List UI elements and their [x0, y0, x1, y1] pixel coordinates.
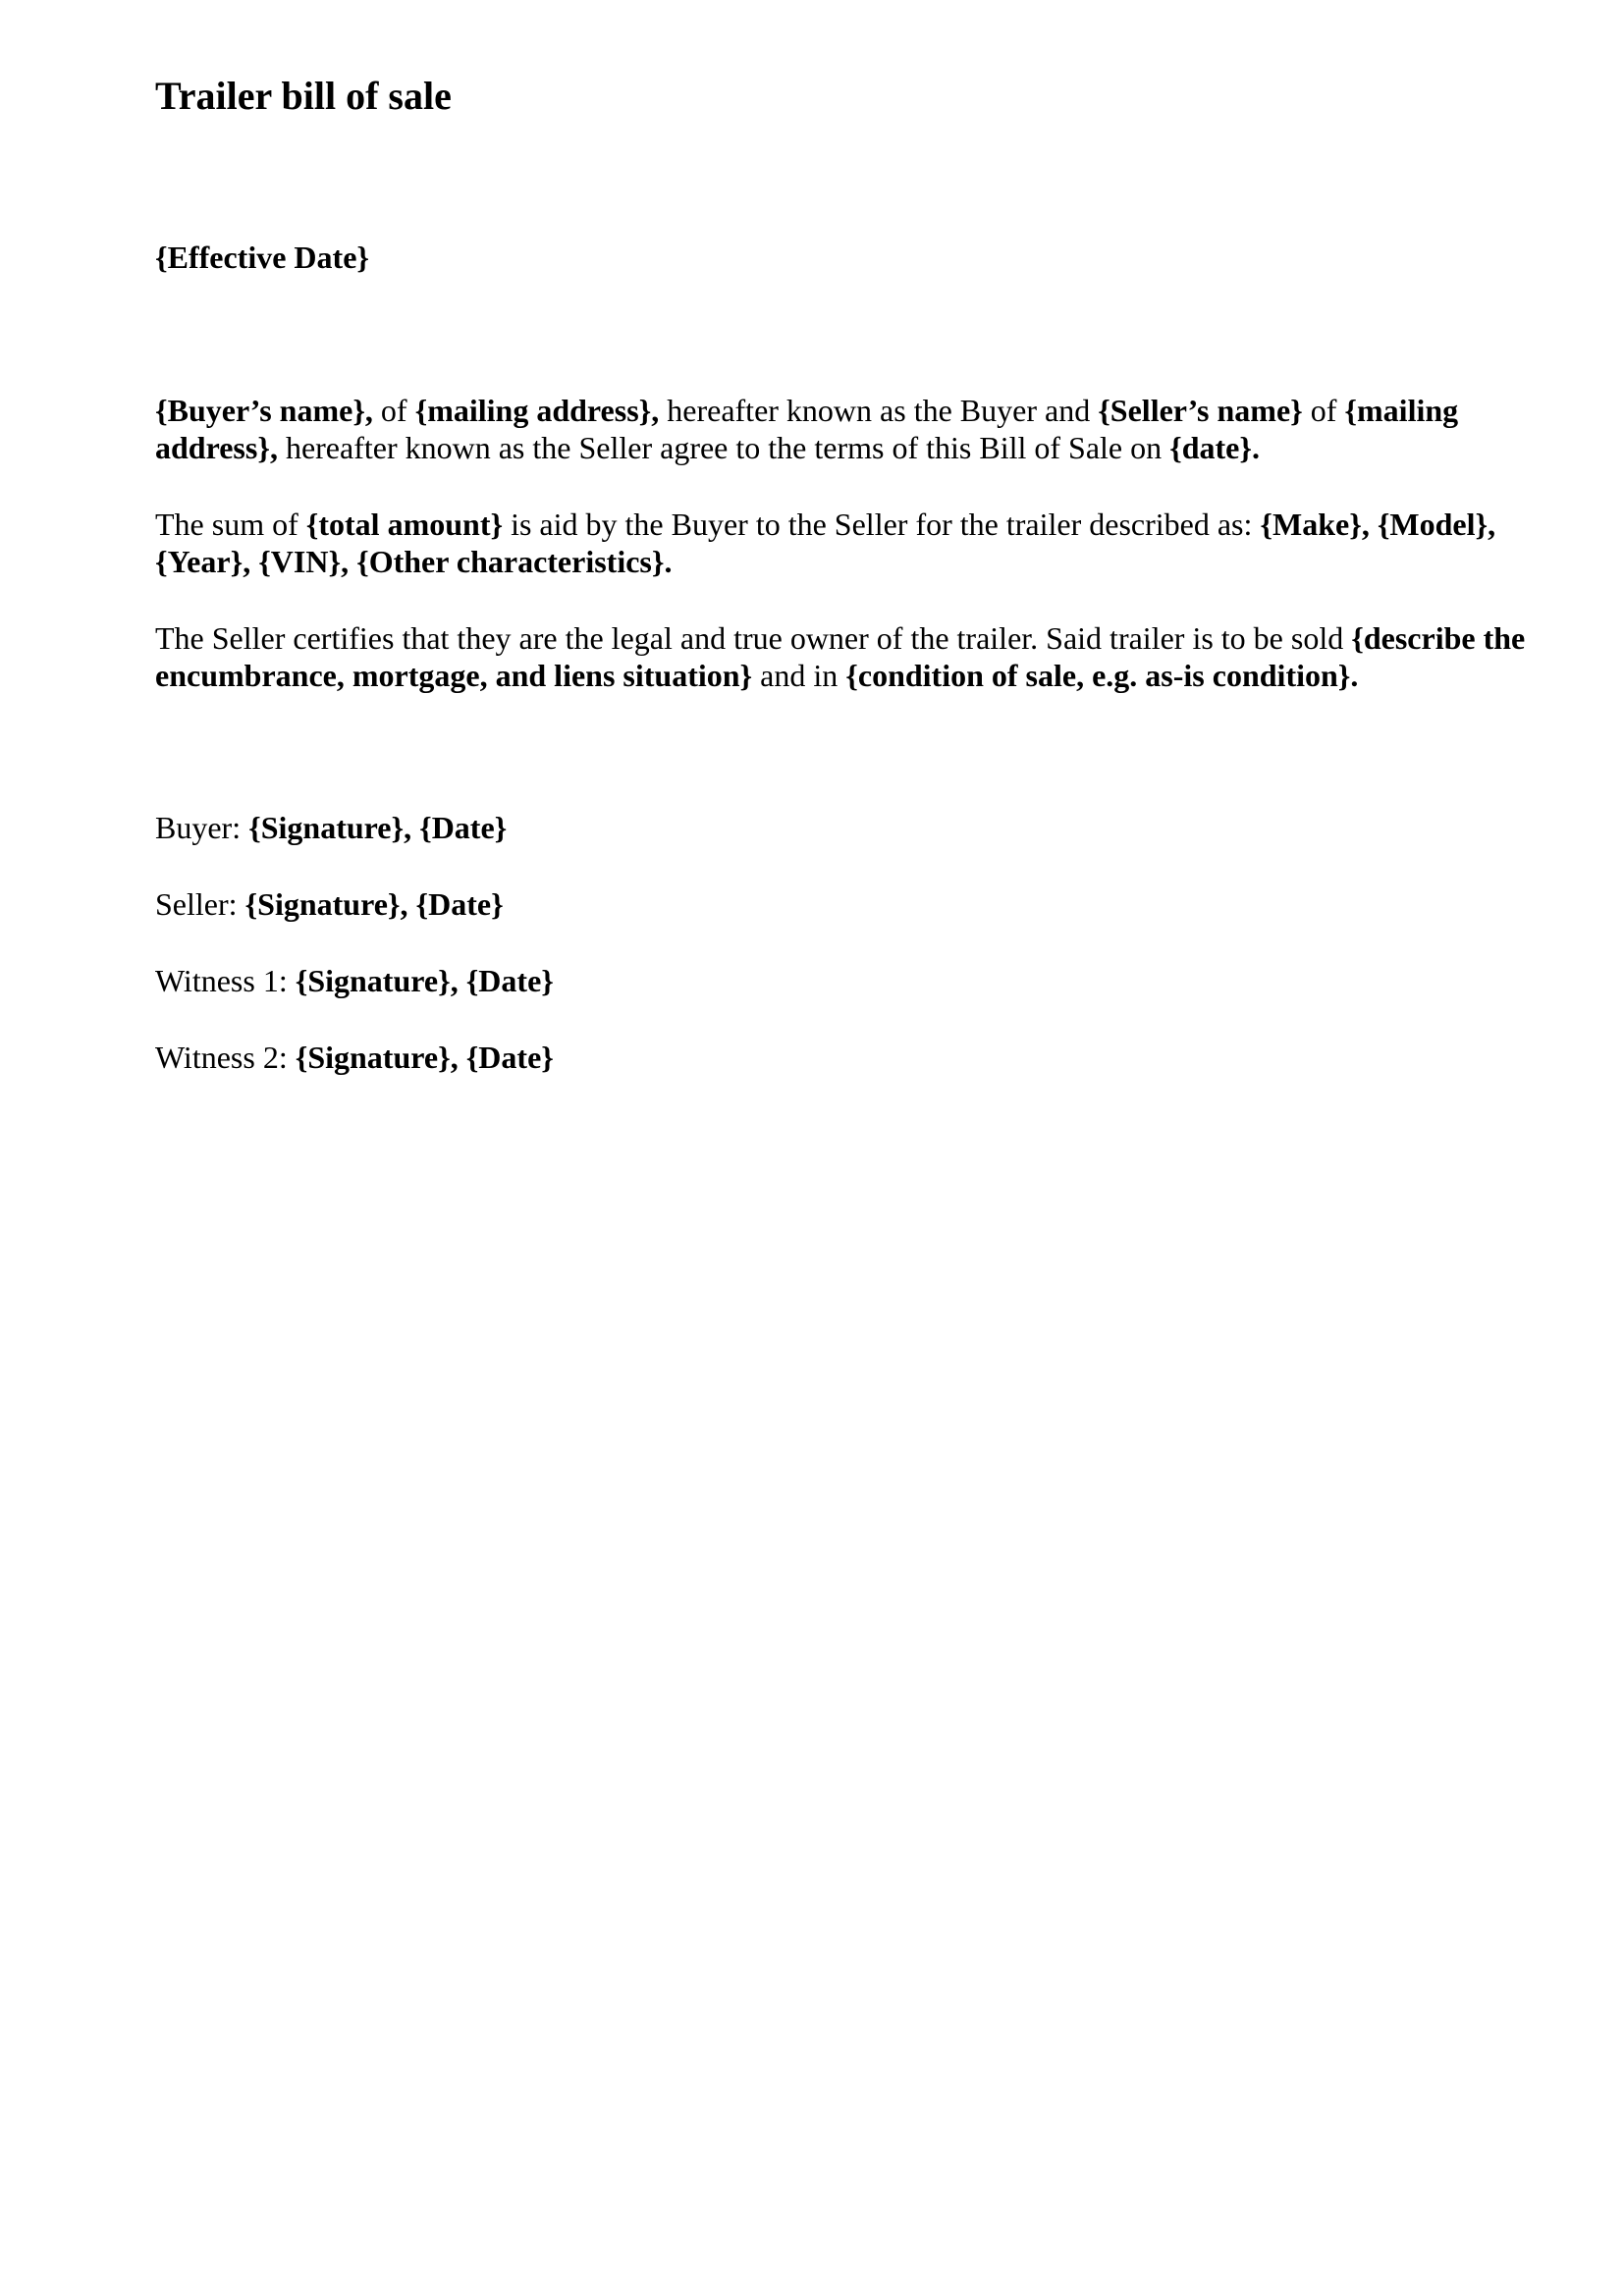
signature-label: Buyer: [155, 810, 249, 845]
effective-date-placeholder: {Effective Date} [155, 240, 369, 275]
ownership-text-certifies: The Seller certifies that they are the legal and true owner of the trailer. Said trailer is to be sold [155, 620, 1352, 656]
ownership-text-and-in: and in [752, 658, 846, 693]
seller-name-placeholder: {Seller’s name} [1098, 393, 1303, 428]
buyer-name-placeholder: {Buyer’s name}, [155, 393, 373, 428]
buyer-signature-line [155, 809, 507, 846]
signature-value: {Signature}, {Date} [295, 1040, 554, 1075]
witness-1-signature-line [155, 962, 554, 999]
sale-date-placeholder: {date}. [1169, 430, 1260, 465]
signature-label: Witness 1: [155, 963, 296, 998]
document-title: Trailer bill of sale [155, 74, 452, 118]
signature-value: {Signature}, {Date} [295, 963, 554, 998]
parties-text-seller: hereafter known as the Seller agree to the terms of this Bill of Sale on [277, 430, 1170, 465]
parties-paragraph [155, 392, 1540, 466]
signature-value: {Signature}, {Date} [244, 886, 504, 922]
trailer-details-placeholder: {Make}, {Model}, {Year}, {VIN}, {Other characteristics}. [155, 507, 1496, 579]
total-amount-placeholder: {total amount} [305, 507, 504, 542]
witness-2-signature-line [155, 1039, 554, 1076]
parties-text-of: of [372, 393, 415, 428]
condition-placeholder: {condition of sale, e.g. as-is condition}. [845, 658, 1359, 693]
seller-signature-line [155, 885, 504, 923]
payment-text-paid: is aid by the Buyer to the Seller for the trailer described as: [503, 507, 1261, 542]
signature-label: Seller: [155, 886, 245, 922]
buyer-address-placeholder: {mailing address}, [414, 393, 660, 428]
payment-paragraph [155, 506, 1540, 580]
ownership-paragraph [155, 619, 1540, 694]
encumbrance-placeholder: {describe the encumbrance, mortgage, and liens situation} [155, 620, 1526, 693]
payment-text-sum: The sum of [155, 507, 306, 542]
signature-value: {Signature}, {Date} [248, 810, 508, 845]
parties-text-of-2: of [1302, 393, 1345, 428]
seller-address-placeholder: {mailing address}, [155, 393, 1459, 465]
parties-text-buyer: hereafter known as the Buyer and [659, 393, 1099, 428]
signature-label: Witness 2: [155, 1040, 296, 1075]
